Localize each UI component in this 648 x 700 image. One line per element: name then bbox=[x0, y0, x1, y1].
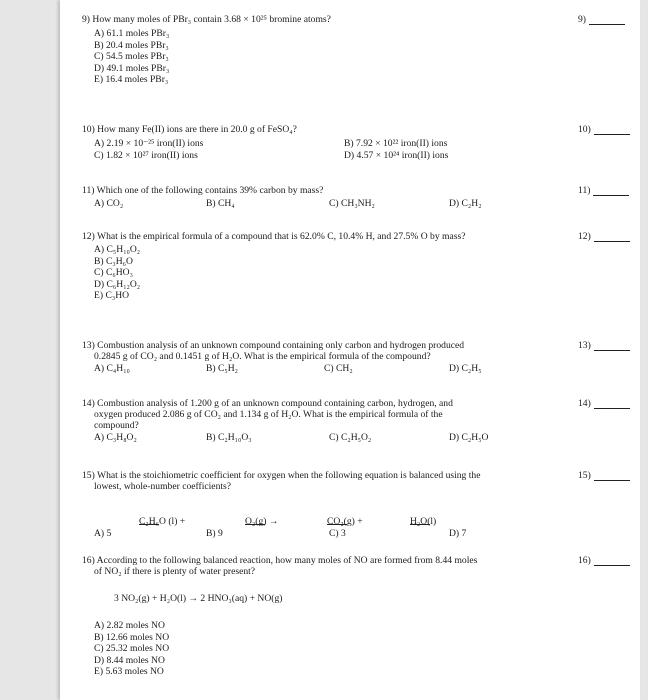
option-c: C) C₂H₅O₂ bbox=[329, 432, 372, 443]
option-a: A) C₄H₁₀ bbox=[94, 363, 130, 374]
equation-product-1: CO₂(g) + bbox=[327, 516, 363, 527]
question-text-line-2: oxygen produced 2.086 g of CO₂ and 1.134 g of H₂O. What is the empirical formula of the bbox=[94, 409, 443, 420]
answer-number: 14) bbox=[578, 398, 591, 409]
option-a: A) 2.82 moles NO bbox=[94, 620, 165, 631]
question-10 bbox=[82, 124, 552, 162]
question-11 bbox=[82, 185, 552, 210]
option-a: A) CO₂ bbox=[94, 198, 124, 209]
answer-number: 11) bbox=[578, 185, 591, 196]
question-15 bbox=[82, 470, 552, 540]
equation-product-2: H₂O(l) bbox=[410, 516, 437, 527]
question-text-line-2: of NO₂ if there is plenty of water present? bbox=[94, 566, 256, 577]
question-12 bbox=[82, 231, 552, 302]
option-a: A) 2.19 × 10⁻²⁵ iron(II) ions bbox=[94, 138, 204, 149]
question-text: 13) Combustion analysis of an unknown compound containing only carbon and hydrogen produced bbox=[82, 340, 465, 351]
answer-number: 9) bbox=[578, 14, 586, 25]
option-b: B) C₃H₆O bbox=[94, 255, 133, 267]
worksheet-page bbox=[60, 0, 640, 700]
option-a: A) C₃H₈O₂ bbox=[94, 432, 137, 443]
answer-blank-14[interactable] bbox=[578, 398, 630, 409]
option-d: D) C₆H₁₂O₂ bbox=[94, 278, 141, 290]
option-b: B) CH₄ bbox=[206, 198, 235, 209]
option-d: D) C₂H₂ bbox=[449, 198, 482, 209]
question-text: 11) Which one of the following contains 39% carbon by mass? bbox=[82, 185, 324, 196]
question-text-line-2: 0.2845 g of CO₂ and 0.1451 g of H₂O. What is the empirical formula of the compound? bbox=[94, 351, 431, 362]
question-text-line-3: compound? bbox=[94, 420, 139, 431]
question-text: 12) What is the empirical formula of a compound that is 62.0% C, 10.4% H, and 27.5% O by mass? bbox=[82, 231, 466, 242]
option-c: C) 3 bbox=[329, 528, 346, 539]
option-d: D) 7 bbox=[449, 528, 467, 539]
answer-number: 15) bbox=[578, 470, 591, 481]
question-14 bbox=[82, 398, 552, 444]
answer-blank-13[interactable] bbox=[578, 340, 630, 351]
option-c: C) 54.5 moles PBr₃ bbox=[94, 51, 169, 62]
answer-number: 16) bbox=[578, 555, 591, 566]
question-text-line-2: lowest, whole-number coefficients? bbox=[94, 481, 232, 492]
question-text: 15) What is the stoichiometric coefficient for oxygen when the following equation is balanced using the bbox=[82, 470, 481, 481]
option-c: C) CH₃NH₂ bbox=[329, 198, 375, 209]
question-9 bbox=[82, 14, 552, 86]
question-text: 10) How many Fe(II) ions are there in 20.0 g of FeSO₄? bbox=[82, 124, 297, 135]
option-c: C) 25.32 moles NO bbox=[94, 643, 170, 654]
option-b: B) 7.92 × 10²² iron(II) ions bbox=[344, 138, 448, 149]
option-b: B) C₅H₂ bbox=[206, 363, 239, 374]
option-d: D) 49.1 moles PBr₃ bbox=[94, 62, 170, 74]
option-d: D) 8.44 moles NO bbox=[94, 654, 165, 666]
option-a: A) C₅H₁₀O₂ bbox=[94, 244, 141, 255]
option-a: A) 61.1 moles PBr₃ bbox=[94, 28, 170, 39]
option-b: B) 9 bbox=[206, 528, 223, 539]
equation-reactant-2: O₂(g) → bbox=[245, 516, 279, 527]
option-e: E) 5.63 moles NO bbox=[94, 666, 164, 677]
option-a: A) 5 bbox=[94, 528, 112, 539]
question-text: 16) According to the following balanced reaction, how many moles of NO are formed from 8.44 moles bbox=[82, 555, 478, 566]
option-d: D) 4.57 × 10²⁴ iron(II) ions bbox=[344, 150, 449, 161]
option-c: C) C₆HO₃ bbox=[94, 267, 133, 278]
answer-blank-16[interactable] bbox=[578, 555, 630, 566]
option-c: C) 1.82 × 10²⁷ iron(II) ions bbox=[94, 150, 198, 161]
equation-reactant-1: C₂H₆O (l) + bbox=[139, 516, 186, 527]
question-16 bbox=[82, 555, 552, 678]
answer-blank-15[interactable] bbox=[578, 470, 630, 481]
answer-blank-10[interactable] bbox=[578, 124, 630, 135]
question-text: 9) How many moles of PBr₃ contain 3.68 × 10²⁵ bromine atoms? bbox=[82, 14, 331, 25]
question-13 bbox=[82, 340, 552, 375]
option-e: E) C₃HO bbox=[94, 290, 130, 301]
option-b: B) C₂H₁₀O₃ bbox=[206, 432, 252, 443]
option-b: B) 20.4 moles PBr₃ bbox=[94, 39, 169, 51]
answer-number: 12) bbox=[578, 231, 591, 242]
equation bbox=[82, 516, 552, 528]
answer-blank-12[interactable] bbox=[578, 231, 630, 242]
option-e: E) 16.4 moles PBr₃ bbox=[94, 74, 169, 85]
answer-number: 13) bbox=[578, 340, 591, 351]
answer-blank-11[interactable] bbox=[578, 185, 629, 196]
option-c: C) CH₂ bbox=[324, 363, 353, 374]
answer-number: 10) bbox=[578, 124, 591, 135]
answer-blank-9[interactable] bbox=[578, 14, 625, 25]
option-b: B) 12.66 moles NO bbox=[94, 631, 170, 643]
question-text: 14) Combustion analysis of 1.200 g of an unknown compound containing carbon, hydrogen, and bbox=[82, 398, 453, 409]
reaction-equation: 3 NO₂(g) + H₂O(l) → 2 HNO₃(aq) + NO(g) bbox=[114, 593, 283, 604]
option-d: D) C₂H₅ bbox=[449, 363, 482, 374]
option-d: D) C₂H₅O bbox=[449, 432, 489, 443]
